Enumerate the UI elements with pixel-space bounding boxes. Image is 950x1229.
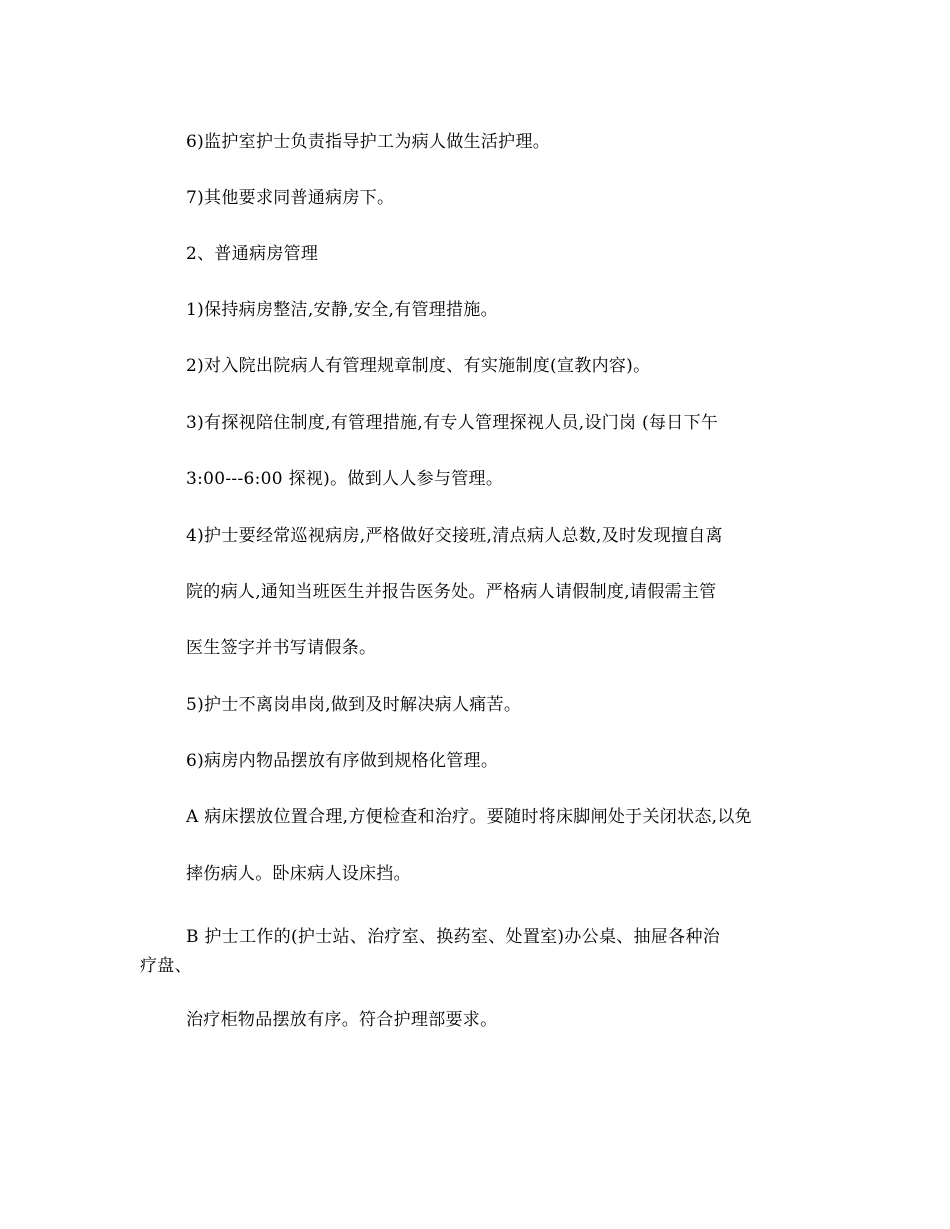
text-line: 6)病房内物品摆放有序做到规格化管理。 <box>186 751 499 771</box>
text-line: 3)有探视陪住制度,有管理措施,有专人管理探视人员,设门岗 (每日下午 <box>186 413 719 433</box>
text-line: 4)护士要经常巡视病房,严格做好交接班,清点病人总数,及时发现擅自离 <box>186 526 723 546</box>
text-line: 7)其他要求同普通病房下。 <box>186 188 395 208</box>
text-line: 1)保持病房整洁,安静,安全,有管理措施。 <box>186 300 498 320</box>
text-line: 疗盘、 <box>140 956 192 976</box>
text-line: 治疗柜物品摆放有序。符合护理部要求。 <box>186 1010 498 1030</box>
text-line: 摔伤病人。卧床病人设床挡。 <box>186 864 411 884</box>
section-heading: 2、普通病房管理 <box>186 244 319 264</box>
text-line: 2)对入院出院病人有管理规章制度、有实施制度(宣教内容)。 <box>186 356 651 376</box>
text-line: A 病床摆放位置合理,方便检查和治疗。要随时将床脚闸处于关闭状态,以免 <box>186 807 752 827</box>
text-line: 医生签字并书写请假条。 <box>186 638 377 658</box>
text-line: 院的病人,通知当班医生并报告医务处。严格病人请假制度,请假需主管 <box>186 582 717 602</box>
text-line: 3:00---6:00 探视)。做到人人参与管理。 <box>186 469 504 489</box>
text-line: 5)护士不离岗串岗,做到及时解决病人痛苦。 <box>186 695 522 715</box>
text-line: B 护士工作的(护士站、治疗室、换药室、处置室)办公桌、抽屉各种治 <box>186 927 721 947</box>
text-line: 6)监护室护士负责指导护工为病人做生活护理。 <box>186 132 551 152</box>
